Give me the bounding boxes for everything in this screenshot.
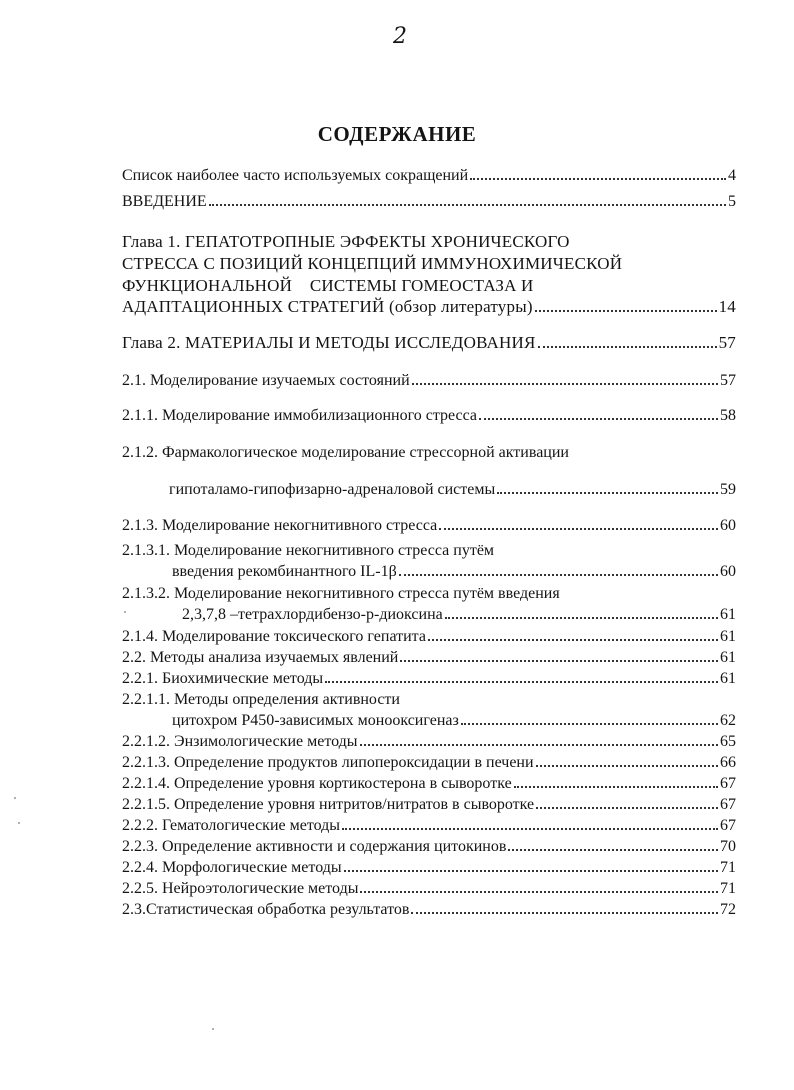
toc-entry-2-2-4[interactable] — [122, 858, 736, 878]
toc-entry-label: 2.3.Статистическая обработка результатов — [122, 901, 410, 918]
toc-entry-page: 61 — [720, 628, 736, 645]
toc-entry-2-3[interactable] — [122, 900, 736, 920]
dot-leader — [461, 723, 718, 725]
toc-entry-2-2[interactable] — [122, 648, 736, 668]
dot-leader — [209, 204, 726, 206]
toc-entry-page: 67 — [720, 817, 736, 834]
toc-entry-2-1-3-2-line1[interactable]: 2.1.3.2. Моделирование некогнитивного стресса путём введения — [122, 585, 560, 602]
toc-entry-page: 71 — [720, 859, 736, 876]
toc-entry-chapter1-line1[interactable]: Глава 1. ГЕПАТОТРОПНЫЕ ЭФФЕКТЫ ХРОНИЧЕСКОГО — [122, 232, 570, 251]
toc-entry-page: 67 — [720, 796, 736, 813]
toc-entry-label: 2.1.3. Моделирование некогнитивного стресса — [122, 517, 438, 534]
toc-entry-label: 2.2.5. Нейроэтологические методы — [122, 880, 359, 897]
toc-entry-2-2-1-3[interactable] — [122, 753, 736, 773]
toc-entry-label: цитохром Р450-зависимых монооксигеназ — [172, 712, 459, 729]
toc-entry-2-2-1-4[interactable] — [122, 774, 736, 794]
toc-entry-page: 61 — [720, 649, 736, 666]
scan-speck — [124, 611, 126, 613]
toc-entry-page: 71 — [720, 880, 736, 897]
dot-leader — [344, 870, 718, 872]
dot-leader — [360, 744, 718, 746]
toc-entry-2-1-3-1[interactable] — [172, 562, 736, 582]
dot-leader — [439, 528, 718, 530]
toc-entry-2-1-2[interactable] — [169, 480, 736, 500]
toc-entry-page: 66 — [720, 754, 736, 771]
toc-entry-2-1-1[interactable] — [122, 406, 736, 426]
toc-entry-label: 2.2.1.3. Определение продуктов липопероксидации в печени — [122, 754, 534, 771]
toc-entry-label: 2.2. Методы анализа изучаемых явлений — [122, 649, 399, 666]
toc-entry-chapter1[interactable] — [122, 297, 736, 317]
toc-entry-label: 2.2.2. Гематологические методы — [122, 817, 341, 834]
toc-entry-2-2-2[interactable] — [122, 816, 736, 836]
toc-entry-page: 67 — [720, 775, 736, 792]
toc-entry-chapter1-line2[interactable]: СТРЕССА С ПОЗИЦИЙ КОНЦЕПЦИЙ ИММУНОХИМИЧЕСКОЙ — [122, 254, 623, 273]
toc-entry-2-1[interactable] — [122, 371, 736, 391]
toc-entry-introduction[interactable] — [122, 192, 736, 212]
scan-speck — [212, 1028, 214, 1030]
toc-entry-2-2-3[interactable] — [122, 837, 736, 857]
dot-leader — [514, 786, 718, 788]
toc-entry-2-1-3-1-line1[interactable]: 2.1.3.1. Моделирование некогнитивного стресса путём — [122, 542, 495, 559]
toc-entry-2-2-5[interactable] — [122, 879, 736, 899]
dot-leader — [538, 346, 717, 348]
toc-entry-2-2-1-2[interactable] — [122, 732, 736, 752]
toc-entry-label: 2.2.1.5. Определение уровня нитритов/нитратов в сыворотке — [122, 796, 535, 813]
toc-entry-label: 2.2.4. Морфологические методы — [122, 859, 342, 876]
toc-entry-2-2-1-1-line1[interactable]: 2.2.1.1. Методы определения активности — [122, 691, 400, 708]
toc-entry-label: введения рекомбинантного IL-1β — [172, 563, 397, 580]
dot-leader — [497, 492, 718, 494]
toc-entry-chapter1-line3[interactable]: ФУНКЦИОНАЛЬНОЙ СИСТЕМЫ ГОМЕОСТАЗА И — [122, 276, 534, 295]
dot-leader — [536, 765, 718, 767]
dot-leader — [360, 891, 718, 893]
dot-leader — [412, 383, 718, 385]
toc-entry-2-2-1[interactable] — [122, 669, 736, 689]
toc-entry-page: 61 — [720, 670, 736, 687]
toc-entry-page: 65 — [720, 733, 736, 750]
toc-entry-label: 2.1. Моделирование изучаемых состояний — [122, 372, 410, 389]
toc-entry-page: 58 — [720, 407, 736, 424]
dot-leader — [479, 418, 718, 420]
dot-leader — [342, 828, 718, 830]
dot-leader — [535, 310, 717, 312]
toc-entry-label: 2.2.3. Определение активности и содержания цитокинов — [122, 838, 507, 855]
toc-entry-page: 60 — [720, 517, 736, 534]
dot-leader — [411, 912, 718, 914]
toc-entry-page: 59 — [720, 481, 736, 498]
dot-leader — [508, 849, 718, 851]
dot-leader — [428, 639, 718, 641]
toc-entry-label: 2.2.1.2. Энзимологические методы — [122, 733, 358, 750]
toc-entry-page: 60 — [720, 563, 736, 580]
dot-leader — [445, 617, 718, 619]
toc-entry-page: 57 — [720, 372, 736, 389]
toc-entry-page: 72 — [720, 901, 736, 918]
toc-entry-label: 2,3,7,8 –тетрахлордибензо-р-диоксина — [182, 606, 443, 623]
dot-leader — [470, 178, 726, 180]
dot-leader — [399, 574, 718, 576]
toc-entry-page: 5 — [728, 193, 736, 210]
toc-entry-label: Список наиболее часто используемых сокращений — [122, 167, 469, 184]
toc-entry-label: гипоталамо-гипофизарно-адреналовой системы — [169, 481, 496, 498]
toc-title: СОДЕРЖАНИЕ — [317, 122, 477, 146]
toc-entry-label: 2.2.1. Биохимические методы — [122, 670, 324, 687]
scan-speck — [14, 797, 16, 799]
page-number: 2 — [393, 24, 407, 49]
dot-leader — [536, 807, 718, 809]
toc-entry-page: 61 — [720, 606, 736, 623]
toc-entry-label: АДАПТАЦИОННЫХ СТРАТЕГИЙ (обзор литературы) — [122, 297, 533, 316]
scan-speck — [18, 822, 20, 824]
toc-entry-label: 2.1.1. Моделирование иммобилизационного стресса — [122, 407, 478, 424]
toc-entry-label: ВВЕДЕНИЕ — [122, 193, 207, 210]
toc-entry-page: 62 — [720, 712, 736, 729]
toc-entry-label: 2.2.1.4. Определение уровня кортикостерона в сыворотке — [122, 775, 512, 792]
toc-entry-2-1-2-line1[interactable]: 2.1.2. Фармакологическое моделирование стрессорной активации — [122, 444, 569, 461]
toc-entry-label: Глава 2. МАТЕРИАЛЫ И МЕТОДЫ ИССЛЕДОВАНИЯ — [122, 333, 536, 352]
toc-entry-chapter2[interactable] — [122, 333, 736, 353]
toc-entry-page: 70 — [720, 838, 736, 855]
toc-entry-2-2-1-1[interactable] — [172, 711, 736, 731]
toc-entry-abbreviations[interactable] — [122, 166, 736, 186]
toc-entry-page: 57 — [718, 333, 736, 352]
toc-entry-page: 4 — [728, 167, 736, 184]
toc-entry-page: 14 — [718, 297, 736, 316]
toc-entry-label: 2.1.4. Моделирование токсического гепатита — [122, 628, 426, 645]
toc-entry-2-1-3[interactable] — [122, 516, 736, 536]
toc-entry-2-2-1-5[interactable] — [122, 795, 736, 815]
toc-entry-2-1-4[interactable] — [122, 627, 736, 647]
toc-entry-2-1-3-2[interactable] — [182, 605, 736, 625]
dot-leader — [400, 660, 718, 662]
dot-leader — [325, 681, 718, 683]
